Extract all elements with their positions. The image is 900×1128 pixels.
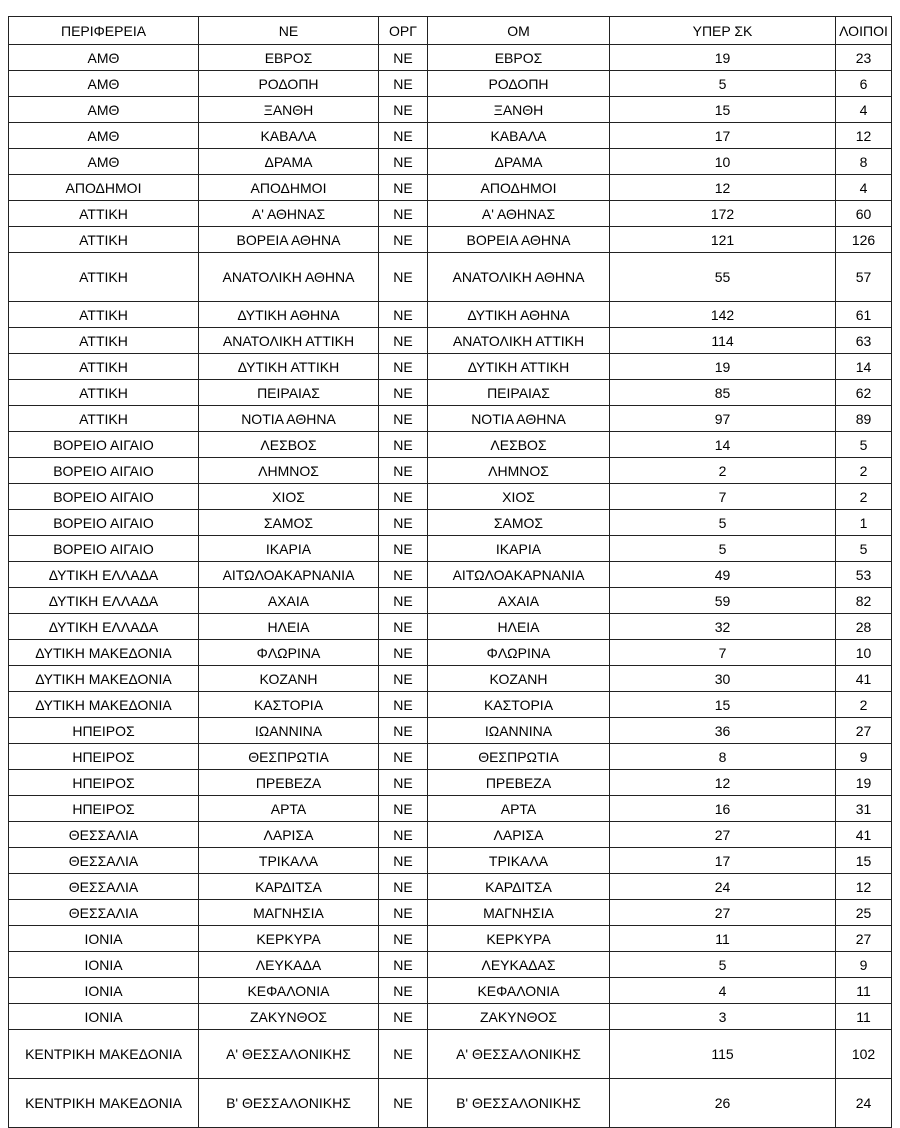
table-row [9,354,892,380]
column-header-ne: ΝΕ [199,17,379,45]
cell-ne: ΚΟΖΑΝΗ [199,666,379,692]
cell-ne: ΚΑΣΤΟΡΙΑ [199,692,379,718]
cell-loipoi: 63 [836,328,892,354]
cell-region: ΑΤΤΙΚΗ [9,380,199,406]
cell-region: ΘΕΣΣΑΛΙΑ [9,848,199,874]
cell-region: ΙΟΝΙΑ [9,978,199,1004]
table-row [9,406,892,432]
cell-yper-sk: 24 [610,874,836,900]
cell-yper-sk: 32 [610,614,836,640]
cell-region: ΑΤΤΙΚΗ [9,406,199,432]
column-header-region: ΠΕΡΙΦΕΡΕΙΑ [9,17,199,45]
cell-region: ΑΤΤΙΚΗ [9,302,199,328]
table-row [9,302,892,328]
cell-loipoi: 11 [836,978,892,1004]
cell-yper-sk: 5 [610,536,836,562]
cell-region: ΑΤΤΙΚΗ [9,227,199,253]
cell-region: ΔΥΤΙΚΗ ΜΑΚΕΔΟΝΙΑ [9,692,199,718]
cell-org: ΝΕ [379,796,428,822]
cell-org: ΝΕ [379,770,428,796]
cell-loipoi: 89 [836,406,892,432]
table-row [9,227,892,253]
cell-yper-sk: 85 [610,380,836,406]
cell-region: ΔΥΤΙΚΗ ΜΑΚΕΔΟΝΙΑ [9,640,199,666]
table-row [9,123,892,149]
cell-loipoi: 25 [836,900,892,926]
cell-om: ΚΕΡΚΥΡΑ [428,926,610,952]
column-header-org: ΟΡΓ [379,17,428,45]
cell-om: ΑΡΤΑ [428,796,610,822]
table-row [9,149,892,175]
cell-loipoi: 2 [836,484,892,510]
cell-region: ΒΟΡΕΙΟ ΑΙΓΑΙΟ [9,432,199,458]
cell-om: ΝΟΤΙΑ ΑΘΗΝΑ [428,406,610,432]
cell-om: ΣΑΜΟΣ [428,510,610,536]
cell-om: ΛΗΜΝΟΣ [428,458,610,484]
cell-om: ΑΠΟΔΗΜΟΙ [428,175,610,201]
cell-region: ΑΠΟΔΗΜΟΙ [9,175,199,201]
cell-loipoi: 24 [836,1079,892,1128]
cell-loipoi: 102 [836,1030,892,1079]
cell-yper-sk: 16 [610,796,836,822]
cell-ne: ΒΟΡΕΙΑ ΑΘΗΝΑ [199,227,379,253]
cell-yper-sk: 4 [610,978,836,1004]
cell-org: ΝΕ [379,1004,428,1030]
cell-org: ΝΕ [379,952,428,978]
cell-yper-sk: 7 [610,640,836,666]
cell-ne: ΘΕΣΠΡΩΤΙΑ [199,744,379,770]
cell-om: ΙΩΑΝΝΙΝΑ [428,718,610,744]
cell-yper-sk: 26 [610,1079,836,1128]
cell-loipoi: 8 [836,149,892,175]
table-row [9,588,892,614]
cell-region: ΙΟΝΙΑ [9,926,199,952]
cell-region: ΑΜΘ [9,97,199,123]
cell-loipoi: 41 [836,822,892,848]
cell-region: ΗΠΕΙΡΟΣ [9,796,199,822]
cell-region: ΒΟΡΕΙΟ ΑΙΓΑΙΟ [9,484,199,510]
cell-yper-sk: 7 [610,484,836,510]
cell-om: ΑΝΑΤΟΛΙΚΗ ΑΤΤΙΚΗ [428,328,610,354]
cell-om: ΚΑΒΑΛΑ [428,123,610,149]
cell-om: ΛΑΡΙΣΑ [428,822,610,848]
cell-loipoi: 14 [836,354,892,380]
cell-org: ΝΕ [379,1079,428,1128]
cell-ne: ΑΡΤΑ [199,796,379,822]
cell-yper-sk: 115 [610,1030,836,1079]
cell-ne: ΧΙΟΣ [199,484,379,510]
cell-org: ΝΕ [379,484,428,510]
cell-ne: ΚΑΒΑΛΑ [199,123,379,149]
cell-org: ΝΕ [379,1030,428,1079]
cell-loipoi: 27 [836,718,892,744]
cell-org: ΝΕ [379,900,428,926]
cell-yper-sk: 114 [610,328,836,354]
cell-loipoi: 9 [836,952,892,978]
table-row [9,201,892,227]
cell-yper-sk: 17 [610,123,836,149]
cell-ne: ΑΙΤΩΛΟΑΚΑΡΝΑΝΙΑ [199,562,379,588]
cell-org: ΝΕ [379,45,428,71]
header-row [9,17,892,45]
cell-ne: ΑΝΑΤΟΛΙΚΗ ΑΘΗΝΑ [199,253,379,302]
table-row [9,484,892,510]
cell-org: ΝΕ [379,123,428,149]
cell-yper-sk: 3 [610,1004,836,1030]
cell-ne: ΖΑΚΥΝΘΟΣ [199,1004,379,1030]
cell-ne: ΤΡΙΚΑΛΑ [199,848,379,874]
cell-yper-sk: 27 [610,822,836,848]
cell-org: ΝΕ [379,614,428,640]
cell-org: ΝΕ [379,432,428,458]
cell-loipoi: 4 [836,97,892,123]
cell-region: ΗΠΕΙΡΟΣ [9,718,199,744]
cell-region: ΙΟΝΙΑ [9,1004,199,1030]
cell-ne: ΔΥΤΙΚΗ ΑΘΗΝΑ [199,302,379,328]
cell-org: ΝΕ [379,175,428,201]
cell-loipoi: 19 [836,770,892,796]
table-row [9,510,892,536]
table-row [9,1079,892,1128]
cell-region: ΑΤΤΙΚΗ [9,354,199,380]
table-row [9,874,892,900]
table-row [9,45,892,71]
cell-region: ΘΕΣΣΑΛΙΑ [9,874,199,900]
cell-ne: ΑΝΑΤΟΛΙΚΗ ΑΤΤΙΚΗ [199,328,379,354]
table-row [9,770,892,796]
cell-ne: ΚΑΡΔΙΤΣΑ [199,874,379,900]
cell-org: ΝΕ [379,510,428,536]
cell-loipoi: 10 [836,640,892,666]
cell-om: ΠΡΕΒΕΖΑ [428,770,610,796]
table-body [9,45,892,1128]
cell-org: ΝΕ [379,328,428,354]
cell-yper-sk: 15 [610,97,836,123]
cell-om: Α' ΑΘΗΝΑΣ [428,201,610,227]
cell-om: ΑΝΑΤΟΛΙΚΗ ΑΘΗΝΑ [428,253,610,302]
cell-region: ΑΜΘ [9,45,199,71]
cell-ne: ΛΕΣΒΟΣ [199,432,379,458]
cell-yper-sk: 36 [610,718,836,744]
cell-ne: ΠΕΙΡΑΙΑΣ [199,380,379,406]
cell-org: ΝΕ [379,640,428,666]
cell-region: ΙΟΝΙΑ [9,952,199,978]
cell-yper-sk: 11 [610,926,836,952]
cell-om: Α' ΘΕΣΣΑΛΟΝΙΚΗΣ [428,1030,610,1079]
cell-yper-sk: 19 [610,354,836,380]
cell-om: ΚΕΦΑΛΟΝΙΑ [428,978,610,1004]
cell-yper-sk: 10 [610,149,836,175]
cell-loipoi: 28 [836,614,892,640]
cell-loipoi: 31 [836,796,892,822]
cell-region: ΒΟΡΕΙΟ ΑΙΓΑΙΟ [9,536,199,562]
cell-yper-sk: 49 [610,562,836,588]
table-container [8,16,892,1128]
cell-org: ΝΕ [379,822,428,848]
cell-loipoi: 12 [836,874,892,900]
cell-loipoi: 126 [836,227,892,253]
cell-org: ΝΕ [379,406,428,432]
data-table [8,16,892,1128]
cell-om: ΜΑΓΝΗΣΙΑ [428,900,610,926]
cell-om: ΗΛΕΙΑ [428,614,610,640]
cell-org: ΝΕ [379,978,428,1004]
cell-om: ΕΒΡΟΣ [428,45,610,71]
cell-org: ΝΕ [379,874,428,900]
cell-ne: ΞΑΝΘΗ [199,97,379,123]
cell-om: ΘΕΣΠΡΩΤΙΑ [428,744,610,770]
cell-region: ΑΜΘ [9,71,199,97]
table-row [9,97,892,123]
table-row [9,614,892,640]
cell-om: ΤΡΙΚΑΛΑ [428,848,610,874]
cell-loipoi: 57 [836,253,892,302]
cell-org: ΝΕ [379,302,428,328]
cell-region: ΑΜΘ [9,123,199,149]
cell-loipoi: 2 [836,692,892,718]
table-row [9,692,892,718]
table-row [9,380,892,406]
cell-yper-sk: 30 [610,666,836,692]
cell-org: ΝΕ [379,354,428,380]
table-header [9,17,892,45]
cell-region: ΔΥΤΙΚΗ ΕΛΛΑΔΑ [9,614,199,640]
cell-region: ΗΠΕΙΡΟΣ [9,744,199,770]
cell-om: ΒΟΡΕΙΑ ΑΘΗΝΑ [428,227,610,253]
cell-org: ΝΕ [379,588,428,614]
cell-yper-sk: 5 [610,71,836,97]
cell-yper-sk: 15 [610,692,836,718]
table-row [9,926,892,952]
cell-yper-sk: 142 [610,302,836,328]
cell-org: ΝΕ [379,253,428,302]
cell-loipoi: 53 [836,562,892,588]
table-row [9,978,892,1004]
cell-yper-sk: 97 [610,406,836,432]
column-header-om: ΟΜ [428,17,610,45]
table-row [9,796,892,822]
cell-ne: ΠΡΕΒΕΖΑ [199,770,379,796]
cell-yper-sk: 27 [610,900,836,926]
cell-loipoi: 15 [836,848,892,874]
cell-region: ΒΟΡΕΙΟ ΑΙΓΑΙΟ [9,458,199,484]
table-row [9,458,892,484]
cell-om: ΑΧΑΙΑ [428,588,610,614]
cell-region: ΑΤΤΙΚΗ [9,328,199,354]
table-row [9,328,892,354]
cell-loipoi: 5 [836,536,892,562]
cell-loipoi: 6 [836,71,892,97]
cell-om: ΚΑΣΤΟΡΙΑ [428,692,610,718]
cell-om: ΖΑΚΥΝΘΟΣ [428,1004,610,1030]
cell-om: ΔΥΤΙΚΗ ΑΤΤΙΚΗ [428,354,610,380]
cell-ne: ΣΑΜΟΣ [199,510,379,536]
table-row [9,822,892,848]
table-row [9,744,892,770]
cell-ne: ΛΕΥΚΑΔΑ [199,952,379,978]
cell-loipoi: 12 [836,123,892,149]
cell-yper-sk: 5 [610,952,836,978]
cell-org: ΝΕ [379,536,428,562]
cell-loipoi: 4 [836,175,892,201]
cell-ne: ΝΟΤΙΑ ΑΘΗΝΑ [199,406,379,432]
cell-region: ΚΕΝΤΡΙΚΗ ΜΑΚΕΔΟΝΙΑ [9,1079,199,1128]
cell-loipoi: 23 [836,45,892,71]
cell-ne: Α' ΑΘΗΝΑΣ [199,201,379,227]
table-row [9,640,892,666]
cell-ne: ΦΛΩΡΙΝΑ [199,640,379,666]
cell-org: ΝΕ [379,692,428,718]
cell-region: ΗΠΕΙΡΟΣ [9,770,199,796]
cell-org: ΝΕ [379,97,428,123]
cell-org: ΝΕ [379,227,428,253]
cell-region: ΘΕΣΣΑΛΙΑ [9,822,199,848]
cell-om: ΚΑΡΔΙΤΣΑ [428,874,610,900]
cell-loipoi: 60 [836,201,892,227]
cell-loipoi: 9 [836,744,892,770]
cell-loipoi: 2 [836,458,892,484]
cell-org: ΝΕ [379,380,428,406]
cell-org: ΝΕ [379,201,428,227]
cell-region: ΑΤΤΙΚΗ [9,253,199,302]
cell-ne: ΙΩΑΝΝΙΝΑ [199,718,379,744]
cell-org: ΝΕ [379,149,428,175]
cell-loipoi: 82 [836,588,892,614]
cell-region: ΑΤΤΙΚΗ [9,201,199,227]
cell-ne: ΡΟΔΟΠΗ [199,71,379,97]
table-row [9,432,892,458]
cell-loipoi: 5 [836,432,892,458]
cell-yper-sk: 55 [610,253,836,302]
cell-ne: Β' ΘΕΣΣΑΛΟΝΙΚΗΣ [199,1079,379,1128]
cell-yper-sk: 17 [610,848,836,874]
cell-om: ΛΕΥΚΑΔΑΣ [428,952,610,978]
cell-om: ΞΑΝΘΗ [428,97,610,123]
table-row [9,253,892,302]
cell-ne: ΛΗΜΝΟΣ [199,458,379,484]
cell-ne: ΗΛΕΙΑ [199,614,379,640]
cell-loipoi: 41 [836,666,892,692]
table-row [9,666,892,692]
table-row [9,718,892,744]
cell-loipoi: 27 [836,926,892,952]
cell-om: ΔΡΑΜΑ [428,149,610,175]
cell-yper-sk: 121 [610,227,836,253]
column-header-loipoi: ΛΟΙΠΟΙ [836,17,892,45]
cell-region: ΔΥΤΙΚΗ ΕΛΛΑΔΑ [9,588,199,614]
cell-ne: ΜΑΓΝΗΣΙΑ [199,900,379,926]
cell-yper-sk: 2 [610,458,836,484]
cell-org: ΝΕ [379,744,428,770]
cell-yper-sk: 19 [610,45,836,71]
cell-org: ΝΕ [379,848,428,874]
cell-region: ΔΥΤΙΚΗ ΜΑΚΕΔΟΝΙΑ [9,666,199,692]
cell-om: ΦΛΩΡΙΝΑ [428,640,610,666]
cell-loipoi: 1 [836,510,892,536]
cell-yper-sk: 12 [610,770,836,796]
cell-loipoi: 62 [836,380,892,406]
cell-org: ΝΕ [379,666,428,692]
cell-om: ΛΕΣΒΟΣ [428,432,610,458]
table-row [9,71,892,97]
table-row [9,562,892,588]
cell-om: ΑΙΤΩΛΟΑΚΑΡΝΑΝΙΑ [428,562,610,588]
cell-loipoi: 61 [836,302,892,328]
cell-yper-sk: 12 [610,175,836,201]
cell-om: ΔΥΤΙΚΗ ΑΘΗΝΑ [428,302,610,328]
cell-region: ΑΜΘ [9,149,199,175]
cell-om: ΚΟΖΑΝΗ [428,666,610,692]
cell-ne: ΙΚΑΡΙΑ [199,536,379,562]
cell-ne: ΔΡΑΜΑ [199,149,379,175]
table-row [9,175,892,201]
cell-om: ΠΕΙΡΑΙΑΣ [428,380,610,406]
cell-org: ΝΕ [379,562,428,588]
table-row [9,1030,892,1079]
table-row [9,848,892,874]
cell-yper-sk: 59 [610,588,836,614]
cell-org: ΝΕ [379,71,428,97]
cell-ne: ΚΕΦΑΛΟΝΙΑ [199,978,379,1004]
cell-org: ΝΕ [379,718,428,744]
cell-ne: Α' ΘΕΣΣΑΛΟΝΙΚΗΣ [199,1030,379,1079]
cell-om: ΡΟΔΟΠΗ [428,71,610,97]
cell-region: ΒΟΡΕΙΟ ΑΙΓΑΙΟ [9,510,199,536]
cell-yper-sk: 8 [610,744,836,770]
cell-ne: ΑΠΟΔΗΜΟΙ [199,175,379,201]
cell-om: ΙΚΑΡΙΑ [428,536,610,562]
cell-ne: ΕΒΡΟΣ [199,45,379,71]
table-row [9,1004,892,1030]
table-row [9,952,892,978]
cell-org: ΝΕ [379,458,428,484]
table-row [9,536,892,562]
cell-om: Β' ΘΕΣΣΑΛΟΝΙΚΗΣ [428,1079,610,1128]
cell-ne: ΔΥΤΙΚΗ ΑΤΤΙΚΗ [199,354,379,380]
cell-region: ΘΕΣΣΑΛΙΑ [9,900,199,926]
cell-om: ΧΙΟΣ [428,484,610,510]
cell-region: ΚΕΝΤΡΙΚΗ ΜΑΚΕΔΟΝΙΑ [9,1030,199,1079]
cell-region: ΔΥΤΙΚΗ ΕΛΛΑΔΑ [9,562,199,588]
cell-ne: ΑΧΑΙΑ [199,588,379,614]
table-row [9,900,892,926]
cell-yper-sk: 14 [610,432,836,458]
cell-yper-sk: 5 [610,510,836,536]
cell-yper-sk: 172 [610,201,836,227]
column-header-yper-sk: ΥΠΕΡ ΣΚ [610,17,836,45]
cell-org: ΝΕ [379,926,428,952]
cell-loipoi: 11 [836,1004,892,1030]
cell-ne: ΛΑΡΙΣΑ [199,822,379,848]
cell-ne: ΚΕΡΚΥΡΑ [199,926,379,952]
